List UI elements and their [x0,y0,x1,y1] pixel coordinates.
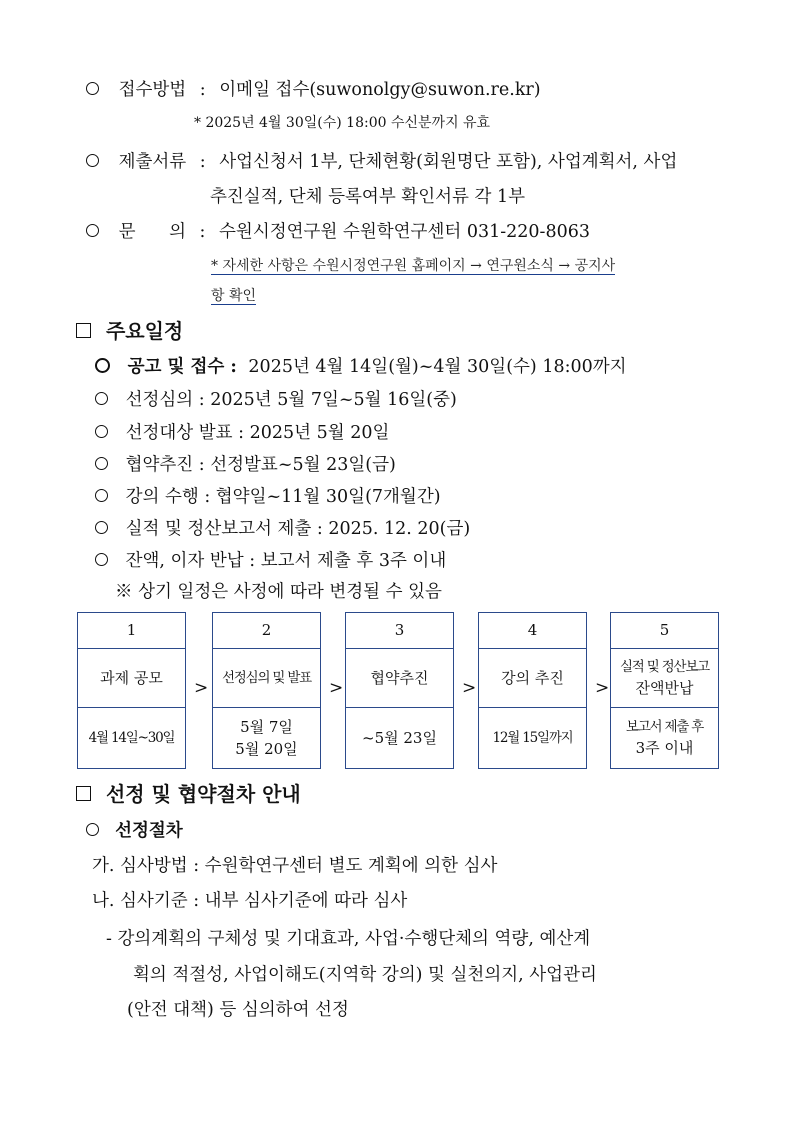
square-bullet-icon [76,786,91,801]
step-date: ~5월 23일 [362,728,437,747]
reception-note: * 2025년 4월 30일(수) 18:00 수신분까지 유효 [194,115,491,131]
circle-bullet-icon [95,521,108,534]
flow-arrow: > [329,678,344,698]
circle-bullet-icon [95,358,110,373]
square-bullet-icon [76,323,91,338]
schedule-heading: 주요일정 [76,315,183,344]
inquiry-row: 문 의 : 수원시정연구원 수원학연구센터 031-220-8063 [86,218,590,243]
circle-bullet-icon [86,82,99,95]
inquiry-label-b: 의 [169,222,186,242]
schedule-item: 선정심의 : 2025년 5월 7일~5월 16일(중) [95,386,457,411]
documents-value-line2: 추진실적, 단체 등록여부 확인서류 각 1부 [210,187,525,207]
step-date: 5월 7일 5월 20일 [235,717,298,758]
flow-step-3 [345,612,454,769]
circle-bullet-icon [95,425,108,438]
reception-row: 접수방법 : 이메일 접수(suwonolgy@suwon.re.kr) [86,76,541,101]
flow-arrow: > [462,678,477,698]
criteria-line2: 획의 적절성, 사업이해도(지역학 강의) 및 실천의지, 사업관리 [133,965,597,985]
schedule-item: 강의 수행 : 협약일~11월 30일(7개월간) [95,483,441,508]
circle-bullet-icon [86,154,99,167]
selection-subheading: 선정절차 [86,817,183,842]
circle-bullet-icon [86,823,99,836]
step-date: 보고서 제출 후 3주 이내 [625,718,704,757]
circle-bullet-icon [95,392,108,405]
step-name: 선정심의 및 발표 [213,649,320,708]
step-name: 실적 및 정산보고 잔액반납 [611,649,718,708]
selection-heading: 선정 및 협약절차 안내 [76,778,301,807]
circle-bullet-icon [95,553,108,566]
documents-value-line1: 사업신청서 1부, 단체현황(회원명단 포함), 사업계획서, 사업 [219,152,678,172]
step-number: 3 [346,613,453,649]
schedule-item: 실적 및 정산보고서 제출 : 2025. 12. 20(금) [95,515,470,540]
flow-step-4 [478,612,587,769]
flow-step-2 [212,612,321,769]
schedule-notice: ※ 상기 일정은 사정에 따라 변경될 수 있음 [115,582,442,602]
circle-bullet-icon [86,224,99,237]
step-date: 4월 14일~30일 [88,729,175,746]
inquiry-label-a: 문 [118,222,136,242]
documents-row: 제출서류 : 사업신청서 1부, 단체현황(회원명단 포함), 사업계획서, 사업 [86,148,677,173]
reception-label: 접수방법 [118,80,187,100]
documents-label: 제출서류 [118,152,187,172]
schedule-item: 잔액, 이자 반납 : 보고서 제출 후 3주 이내 [95,547,446,572]
step-number: 4 [479,613,586,649]
step-number: 2 [213,613,320,649]
step-name: 강의 추진 [479,649,586,708]
selection-item-ga: 가. 심사방법 : 수원학연구센터 별도 계획에 의한 심사 [92,856,498,876]
criteria-line1: - 강의계획의 구체성 및 기대효과, 사업·수행단체의 역량, 예산계 [106,929,591,949]
reception-value: 이메일 접수(suwonolgy@suwon.re.kr) [219,80,541,100]
criteria-line3: (안전 대책) 등 심의하여 선정 [127,1000,349,1020]
circle-bullet-icon [95,457,108,470]
flow-step-5 [610,612,719,769]
flow-step-1 [77,612,186,769]
step-name: 과제 공모 [78,649,185,708]
schedule-item-announcement: 공고 및 접수 : 2025년 4월 14일(월)~4월 30일(수) 18:00까지 [95,353,627,378]
schedule-item: 선정대상 발표 : 2025년 5월 20일 [95,419,389,444]
flow-arrow: > [194,678,209,698]
circle-bullet-icon [95,489,108,502]
schedule-item: 협약추진 : 선정발표~5월 23일(금) [95,451,396,476]
selection-item-na: 나. 심사기준 : 내부 심사기준에 따라 심사 [92,891,408,911]
inquiry-note-line2[interactable]: 항 확인 [211,288,257,304]
step-name: 협약추진 [346,649,453,708]
step-number: 5 [611,613,718,649]
inquiry-value: 수원시정연구원 수원학연구센터 031-220-8063 [219,222,590,242]
step-date: 12월 15일까지 [492,729,573,746]
step-number: 1 [78,613,185,649]
flow-arrow: > [595,678,610,698]
inquiry-note-line1[interactable]: * 자세한 사항은 수원시정연구원 홈페이지 → 연구원소식 → 공지사 [211,258,616,274]
